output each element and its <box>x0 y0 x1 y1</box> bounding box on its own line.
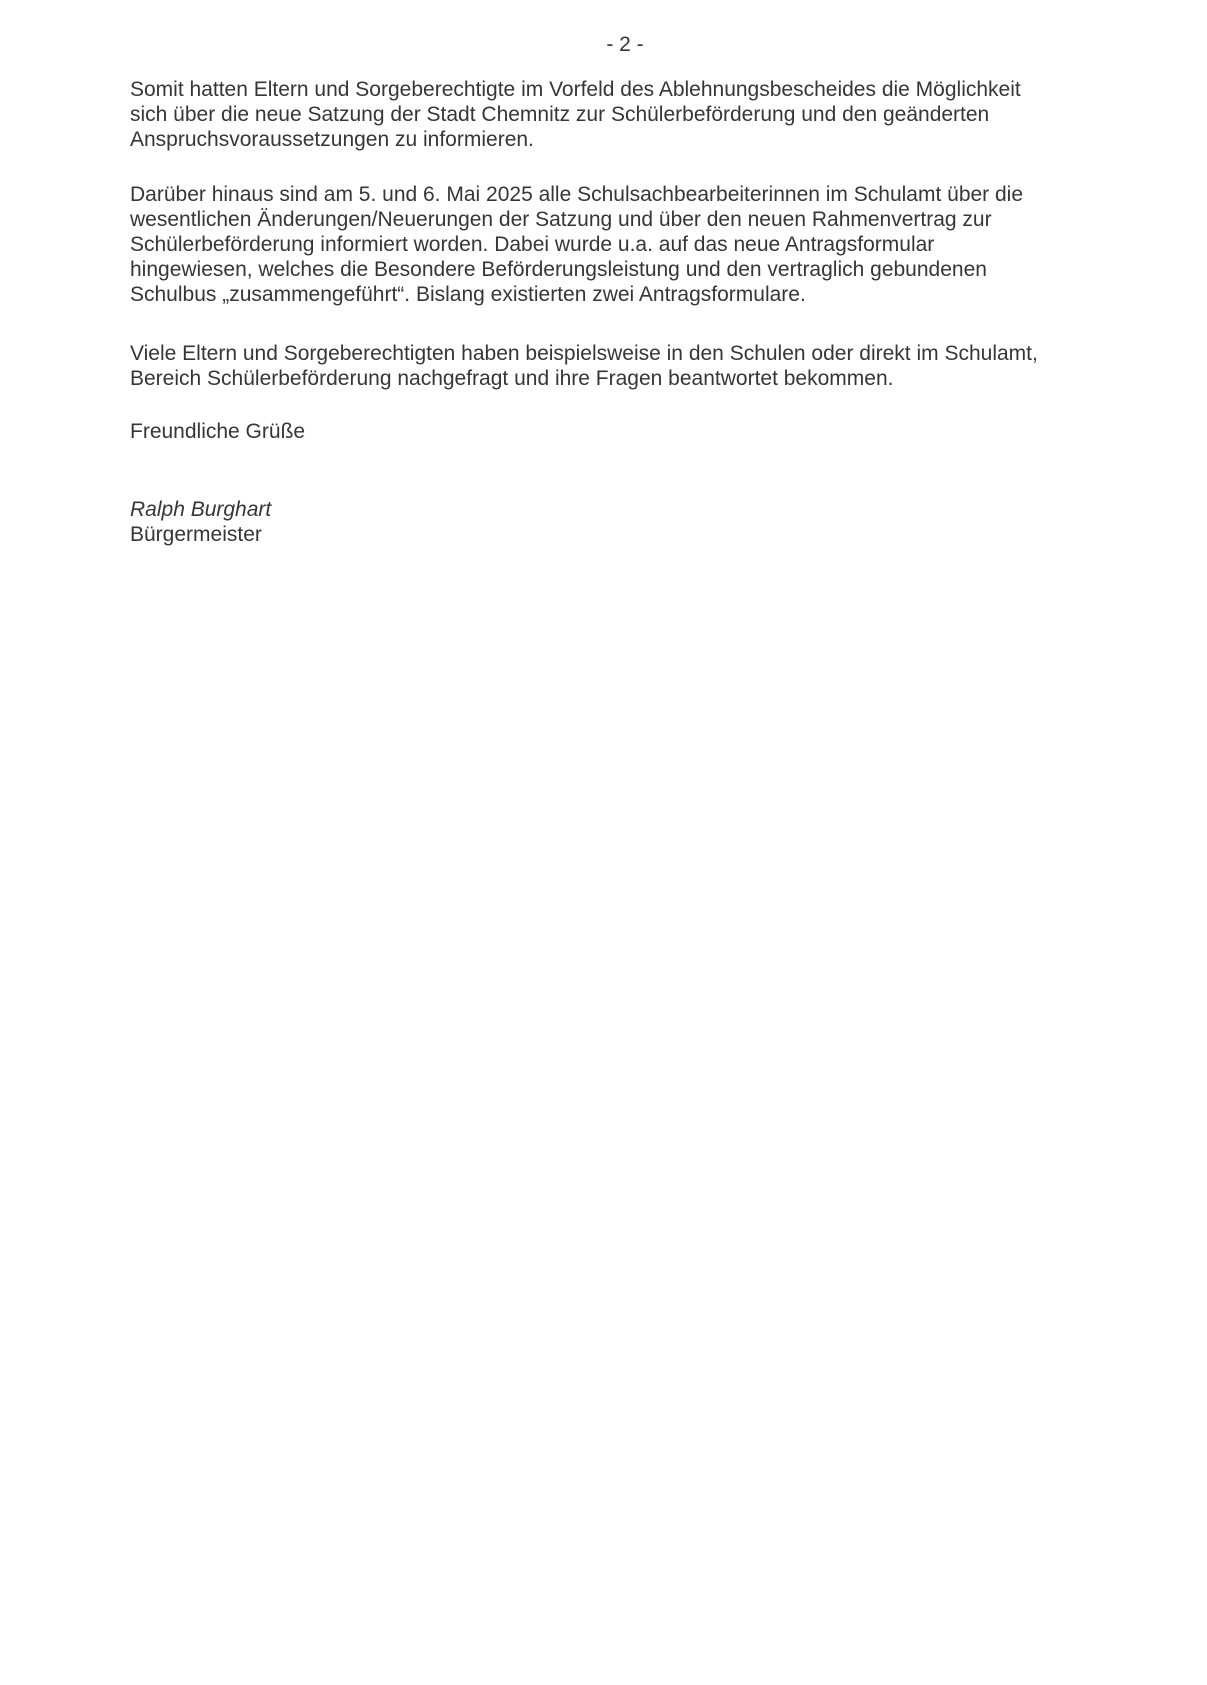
paragraph-line: Bereich Schülerbeförderung nachgefragt und ihre Fragen beantwortet bekommen. <box>130 367 894 390</box>
page-number: - 2 - <box>606 33 644 56</box>
paragraph-line: sich über die neue Satzung der Stadt Chemnitz zur Schülerbeförderung und den geänderten <box>130 103 990 126</box>
paragraph-line: Anspruchsvoraussetzungen zu informieren. <box>130 128 534 151</box>
signature-block <box>130 497 1140 547</box>
paragraph-line: Darüber hinaus sind am 5. und 6. Mai 2025 alle Schulsachbearbeiterinnen im Schulamt über die <box>130 183 1024 206</box>
paragraph-3 <box>130 341 1140 391</box>
paragraph-line: hingewiesen, welches die Besondere Beförderungsleistung und den vertraglich gebundenen <box>130 258 987 281</box>
signature-name: Ralph Burghart <box>130 498 272 521</box>
paragraph-line: Somit hatten Eltern und Sorgeberechtigte im Vorfeld des Ablehnungsbescheides die Möglichkeit <box>130 78 1021 101</box>
signature-title: Bürgermeister <box>130 523 262 546</box>
paragraph-line: Schulbus „zusammengeführt“. Bislang existierten zwei Antragsformulare. <box>130 283 806 306</box>
paragraph-2 <box>130 182 1140 307</box>
closing-salutation: Freundliche Grüße <box>130 420 306 443</box>
paragraph-line: Viele Eltern und Sorgeberechtigten haben beispielsweise in den Schulen oder direkt im Schulamt, <box>130 342 1038 365</box>
paragraph-line: wesentlichen Änderungen/Neuerungen der Satzung und über den neuen Rahmenvertrag zur <box>130 208 992 231</box>
paragraph-line: Schülerbeförderung informiert worden. Dabei wurde u.a. auf das neue Antragsformular <box>130 233 935 256</box>
paragraph-1 <box>130 77 1140 152</box>
